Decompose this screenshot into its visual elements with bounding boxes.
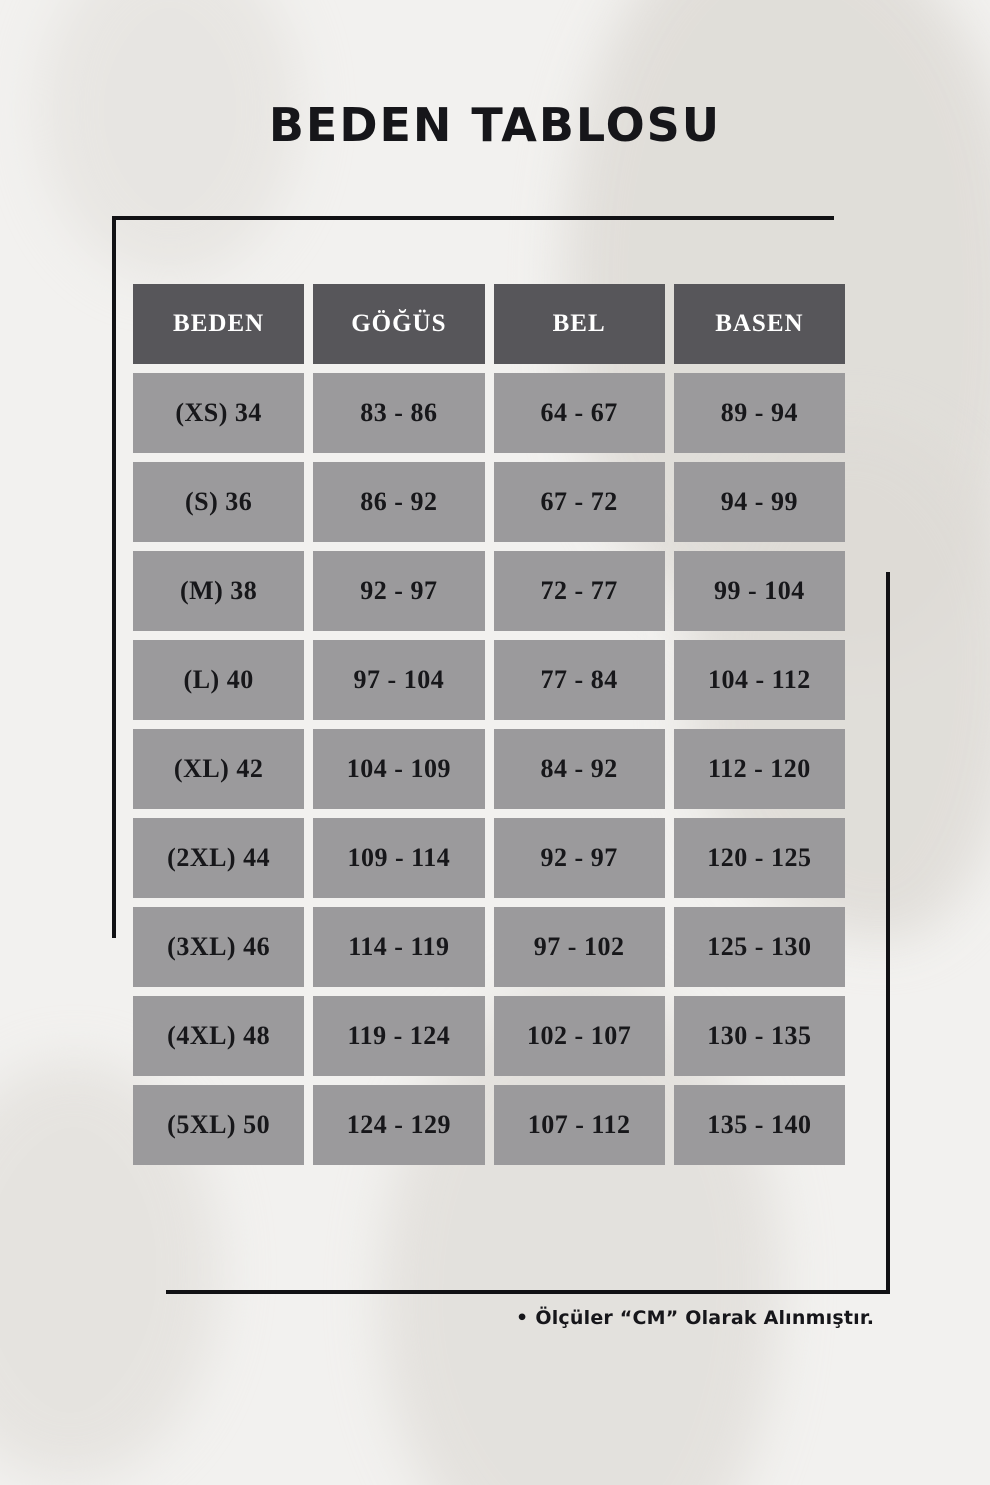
cell-chest: 109 - 114 — [313, 818, 484, 898]
cell-chest: 104 - 109 — [313, 729, 484, 809]
bullet-icon: • — [516, 1307, 529, 1329]
size-table — [124, 275, 854, 1174]
table-header-row — [133, 284, 845, 364]
cell-chest: 97 - 104 — [313, 640, 484, 720]
page-title: BEDEN TABLOSU — [268, 98, 722, 152]
cell-chest: 114 - 119 — [313, 907, 484, 987]
cell-size: (5XL) 50 — [133, 1085, 304, 1165]
table-row — [133, 818, 845, 898]
table-body — [133, 373, 845, 1165]
column-header-beden: BEDEN — [133, 284, 304, 364]
cell-waist: 84 - 92 — [494, 729, 665, 809]
column-header-bel: BEL — [494, 284, 665, 364]
table-row — [133, 1085, 845, 1165]
cell-waist: 77 - 84 — [494, 640, 665, 720]
cell-chest: 119 - 124 — [313, 996, 484, 1076]
column-header-basen: BASEN — [674, 284, 845, 364]
cell-size: (XS) 34 — [133, 373, 304, 453]
cell-chest: 92 - 97 — [313, 551, 484, 631]
cell-waist: 102 - 107 — [494, 996, 665, 1076]
cell-hip: 89 - 94 — [674, 373, 845, 453]
cell-waist: 107 - 112 — [494, 1085, 665, 1165]
cell-waist: 72 - 77 — [494, 551, 665, 631]
cell-waist: 92 - 97 — [494, 818, 665, 898]
frame-line-top — [112, 216, 834, 220]
cell-hip: 99 - 104 — [674, 551, 845, 631]
frame-line-right — [886, 572, 890, 1294]
cell-chest: 124 - 129 — [313, 1085, 484, 1165]
cell-hip: 94 - 99 — [674, 462, 845, 542]
table-header — [133, 284, 845, 364]
cell-chest: 86 - 92 — [313, 462, 484, 542]
cell-hip: 120 - 125 — [674, 818, 845, 898]
table-row — [133, 907, 845, 987]
table-row — [133, 640, 845, 720]
cell-size: (S) 36 — [133, 462, 304, 542]
cell-hip: 135 - 140 — [674, 1085, 845, 1165]
cell-waist: 64 - 67 — [494, 373, 665, 453]
footnote — [516, 1307, 874, 1329]
cell-chest: 83 - 86 — [313, 373, 484, 453]
cell-hip: 125 - 130 — [674, 907, 845, 987]
cell-size: (XL) 42 — [133, 729, 304, 809]
cell-size: (4XL) 48 — [133, 996, 304, 1076]
column-header-gogus: GÖĞÜS — [313, 284, 484, 364]
table-row — [133, 996, 845, 1076]
cell-size: (3XL) 46 — [133, 907, 304, 987]
cell-hip: 130 - 135 — [674, 996, 845, 1076]
table-row — [133, 551, 845, 631]
frame-line-left — [112, 216, 116, 938]
frame-line-bottom — [166, 1290, 890, 1294]
cell-size: (2XL) 44 — [133, 818, 304, 898]
cell-waist: 97 - 102 — [494, 907, 665, 987]
cell-size: (M) 38 — [133, 551, 304, 631]
table-row — [133, 373, 845, 453]
cell-hip: 104 - 112 — [674, 640, 845, 720]
cell-size: (L) 40 — [133, 640, 304, 720]
table-row — [133, 462, 845, 542]
cell-waist: 67 - 72 — [494, 462, 665, 542]
footnote-text: Ölçüler “CM” Olarak Alınmıştır. — [535, 1307, 875, 1329]
table-row — [133, 729, 845, 809]
cell-hip: 112 - 120 — [674, 729, 845, 809]
